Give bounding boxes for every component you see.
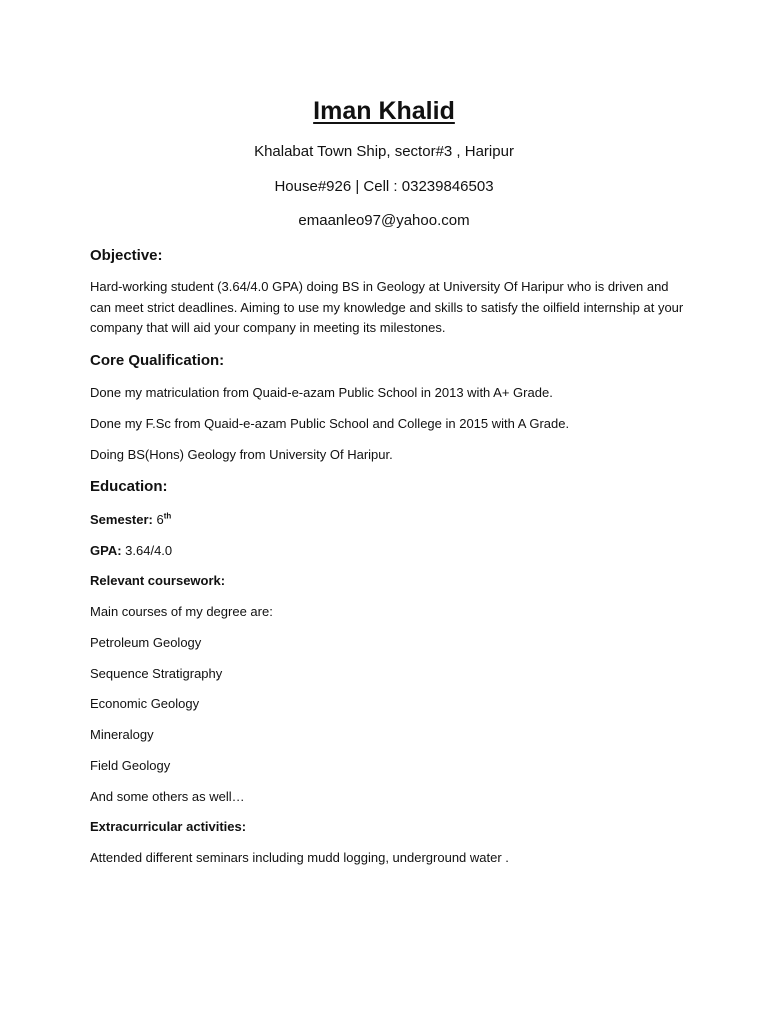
extracurricular-label: Extracurricular activities: xyxy=(90,819,247,834)
course-item: Mineralogy xyxy=(90,727,154,742)
phone-line xyxy=(0,177,768,197)
house-label: House#926 | xyxy=(274,178,364,195)
gpa-label: GPA: xyxy=(90,543,122,558)
gpa-line xyxy=(90,542,172,560)
course-item: Petroleum Geology xyxy=(90,635,202,650)
semester-value: 6 xyxy=(152,512,164,527)
core-qualification-heading: Core Qualification: xyxy=(90,352,225,369)
gpa-value: 3.64/4.0 xyxy=(121,543,173,558)
course-item: Field Geology xyxy=(90,758,171,773)
extracurricular-text: Attended different seminars including mudd logging, underground water . xyxy=(90,850,509,865)
coursework-label: Relevant coursework: xyxy=(90,573,226,588)
candidate-name: Iman Khalid xyxy=(313,97,455,125)
semester-suffix: th xyxy=(163,511,172,521)
courses-outro: And some others as well… xyxy=(90,789,245,804)
cell-number: 03239846503 xyxy=(401,178,494,195)
objective-text: Hard-working student (3.64/4.0 GPA) doing BS in Geology at University Of Haripur who is driven and can meet strict deadlines. Aiming to use my knowledge and skills to satisfy the oilfield internship at your company that will aid your company in meeting its milestones. xyxy=(90,279,684,335)
course-item: Sequence Stratigraphy xyxy=(90,666,223,681)
course-item: Economic Geology xyxy=(90,696,200,711)
cell-label: Cell : xyxy=(363,178,402,195)
address-line: Khalabat Town Ship, sector#3 , Haripur xyxy=(254,143,514,160)
education-heading: Education: xyxy=(90,478,168,495)
objective-heading: Objective: xyxy=(90,247,163,264)
semester-line xyxy=(90,511,171,529)
qualification-item: Doing BS(Hons) Geology from University Of Haripur. xyxy=(90,447,393,462)
courses-intro: Main courses of my degree are: xyxy=(90,604,273,619)
semester-label: Semester: xyxy=(90,512,153,527)
qualification-item: Done my F.Sc from Quaid-e-azam Public School and College in 2015 with A Grade. xyxy=(90,416,570,431)
email-line: emaanleo97@yahoo.com xyxy=(298,212,470,229)
qualification-item: Done my matriculation from Quaid-e-azam Public School in 2013 with A+ Grade. xyxy=(90,385,553,400)
